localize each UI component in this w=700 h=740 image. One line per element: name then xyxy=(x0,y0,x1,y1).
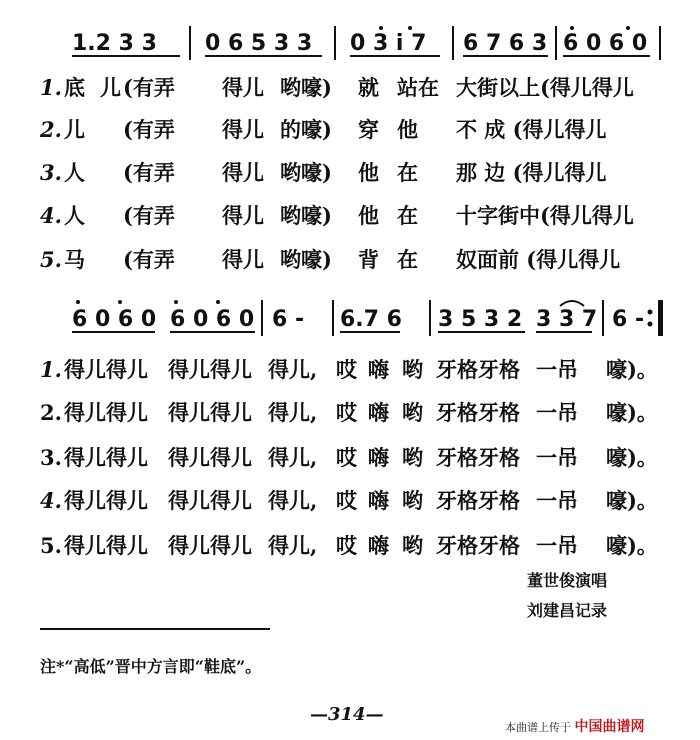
lyric-word: 不 成 (得儿得儿 xyxy=(456,117,607,142)
footnote-divider xyxy=(40,628,270,630)
lyric-word: 哟 xyxy=(402,400,423,425)
lyric-word: 哟嚎) xyxy=(280,203,332,228)
score-group: 6 0 6 0 xyxy=(170,307,255,332)
lyric-word: 嚎)。 xyxy=(606,533,658,558)
recorder-credit: 刘建昌记录 xyxy=(527,601,608,620)
lyric-word: 他 xyxy=(397,117,418,142)
verse-number: 5. xyxy=(40,247,62,272)
lyric-word: 哎 xyxy=(336,533,357,558)
lyric-row xyxy=(40,440,660,476)
lyric-word: 嚎)。 xyxy=(606,400,658,425)
lyric-word: 他 xyxy=(358,203,379,228)
footnote: 注*“高低”晋中方言即“鞋底”。 xyxy=(40,657,262,676)
score-group: 6 7 6 3 xyxy=(463,31,548,56)
lyric-word: 牙格牙格 xyxy=(436,400,520,425)
lyric-word: 马 xyxy=(64,247,85,272)
lyric-row xyxy=(40,242,660,278)
lyric-word: 哎 xyxy=(336,488,357,513)
lyric-row xyxy=(40,198,660,234)
verse-number: 5. xyxy=(40,533,62,558)
lyric-word: 得儿得儿 xyxy=(64,357,148,382)
lyric-word: 在 xyxy=(397,247,418,272)
lyric-word: 哎 xyxy=(336,357,357,382)
lyric-word: 一吊 xyxy=(536,357,578,382)
lyric-word: 得儿 xyxy=(222,247,264,272)
lyric-word: 一吊 xyxy=(536,445,578,470)
score-group: 3 3 7 xyxy=(536,307,598,332)
lyric-word: 牙格牙格 xyxy=(436,445,520,470)
score-line-2-notation xyxy=(0,298,700,338)
lyric-word: 哎 xyxy=(336,445,357,470)
lyric-word: 哟 xyxy=(402,445,423,470)
lyric-word: 哎 xyxy=(336,400,357,425)
page-number: —314— xyxy=(310,704,384,725)
lyric-word: 得儿, xyxy=(268,533,318,558)
lyric-word: 得儿得儿 xyxy=(64,533,148,558)
lyric-word: (有弄 xyxy=(123,160,175,185)
lyric-word: 牙格牙格 xyxy=(436,533,520,558)
lyric-word: 背 xyxy=(358,247,379,272)
lyric-word: 得儿得儿 xyxy=(64,400,148,425)
lyric-word: 站在 xyxy=(397,75,439,100)
lyric-word: 嚎)。 xyxy=(606,488,658,513)
lyric-word: 嗨 xyxy=(368,400,389,425)
lyric-word: 得儿, xyxy=(268,357,318,382)
lyric-row xyxy=(40,352,660,388)
lyric-word: 那 边 (得儿得儿 xyxy=(456,160,607,185)
watermark-prefix: 本曲谱上传于 xyxy=(505,721,571,734)
verse-number: 3. xyxy=(40,160,62,185)
lyric-word: 穿 xyxy=(358,117,379,142)
verse-number: 2. xyxy=(40,117,62,142)
lyric-word: 得儿, xyxy=(268,445,318,470)
lyric-word: 得儿 xyxy=(222,160,264,185)
lyric-word: 嗨 xyxy=(368,357,389,382)
lyric-word: 嚎)。 xyxy=(606,357,658,382)
verse-number: 3. xyxy=(40,445,62,470)
lyric-word: 底 xyxy=(64,75,85,100)
lyric-word: 哟 xyxy=(402,357,423,382)
lyric-word: 嗨 xyxy=(368,533,389,558)
score-group: 6.7 6 xyxy=(340,307,402,332)
lyric-word: 十字街中(得儿得儿 xyxy=(456,203,634,228)
lyric-word: (有弄 xyxy=(123,117,175,142)
score-line-2 xyxy=(0,298,700,338)
verse-number: 1. xyxy=(40,357,62,382)
lyric-row xyxy=(40,70,660,106)
singer-credit: 董世俊演唱 xyxy=(527,571,608,590)
lyric-word: 的嚎) xyxy=(280,117,332,142)
score-group: 0 3 i 7 xyxy=(350,31,427,56)
lyric-word: 得儿 xyxy=(222,203,264,228)
lyric-word: (有弄 xyxy=(123,75,175,100)
lyric-word: 牙格牙格 xyxy=(436,488,520,513)
score-group: 3 5 3 2 xyxy=(438,307,523,332)
final-bar xyxy=(658,300,663,336)
lyric-word: (有弄 xyxy=(123,203,175,228)
lyric-row xyxy=(40,528,660,564)
lyric-word: (有弄 xyxy=(123,247,175,272)
lyric-word: 一吊 xyxy=(536,488,578,513)
lyric-word: 哟 xyxy=(402,533,423,558)
lyric-word: 得儿得儿 xyxy=(168,533,252,558)
lyric-word: 大街以上(得儿得儿 xyxy=(456,75,634,100)
lyric-word: 哟嚎) xyxy=(280,75,332,100)
lyric-word: 哟嚎) xyxy=(280,160,332,185)
watermark xyxy=(505,716,645,736)
lyric-word: 得儿得儿 xyxy=(168,488,252,513)
lyric-word: 牙格牙格 xyxy=(436,357,520,382)
score-group: 1.2 3 3 xyxy=(72,31,157,56)
lyric-word: 一吊 xyxy=(536,533,578,558)
lyric-word: 得儿得儿 xyxy=(64,488,148,513)
lyric-word: 得儿得儿 xyxy=(168,400,252,425)
score-group: 6 - xyxy=(272,307,305,332)
score-group: 6 0 6 0 xyxy=(563,31,648,56)
lyric-row xyxy=(40,483,660,519)
lyric-word: 得儿得儿 xyxy=(168,357,252,382)
lyric-row xyxy=(40,395,660,431)
lyric-word: 人 xyxy=(64,160,85,185)
lyric-word: 嗨 xyxy=(368,488,389,513)
lyric-word: 得儿得儿 xyxy=(64,445,148,470)
lyric-word: 嚎)。 xyxy=(606,445,658,470)
lyric-word: 奴面前 (得儿得儿 xyxy=(456,247,621,272)
lyric-word: 得儿 xyxy=(222,75,264,100)
lyric-word: 在 xyxy=(397,203,418,228)
lyric-word: 得儿 xyxy=(222,117,264,142)
lyric-word: 他 xyxy=(358,160,379,185)
score-line-1-notation xyxy=(0,26,700,66)
lyric-word: 哟嚎) xyxy=(280,247,332,272)
lyric-word: 得儿, xyxy=(268,400,318,425)
lyric-word: 得儿得儿 xyxy=(168,445,252,470)
score-line-1 xyxy=(0,26,700,66)
watermark-site: 中国曲谱网 xyxy=(574,719,645,735)
lyric-word: 人 xyxy=(64,203,85,228)
lyric-word: 哟 xyxy=(402,488,423,513)
verse-number: 2. xyxy=(40,400,62,425)
lyric-word: 得儿, xyxy=(268,488,318,513)
lyric-word: 儿 xyxy=(64,117,85,142)
lyric-word: 儿 xyxy=(100,75,121,100)
verse-number: 1. xyxy=(40,75,62,100)
score-group: 6 0 6 0 xyxy=(72,307,157,332)
lyric-word: 嗨 xyxy=(368,445,389,470)
score-group: 0 6 5 3 3 xyxy=(205,31,313,56)
verse-number: 4. xyxy=(40,488,62,513)
verse-number: 4. xyxy=(40,203,62,228)
lyric-word: 在 xyxy=(397,160,418,185)
lyric-word: 一吊 xyxy=(536,400,578,425)
lyric-row xyxy=(40,112,660,148)
lyric-word: 就 xyxy=(358,75,379,100)
lyric-row xyxy=(40,155,660,191)
score-group: 6 - xyxy=(612,307,645,332)
